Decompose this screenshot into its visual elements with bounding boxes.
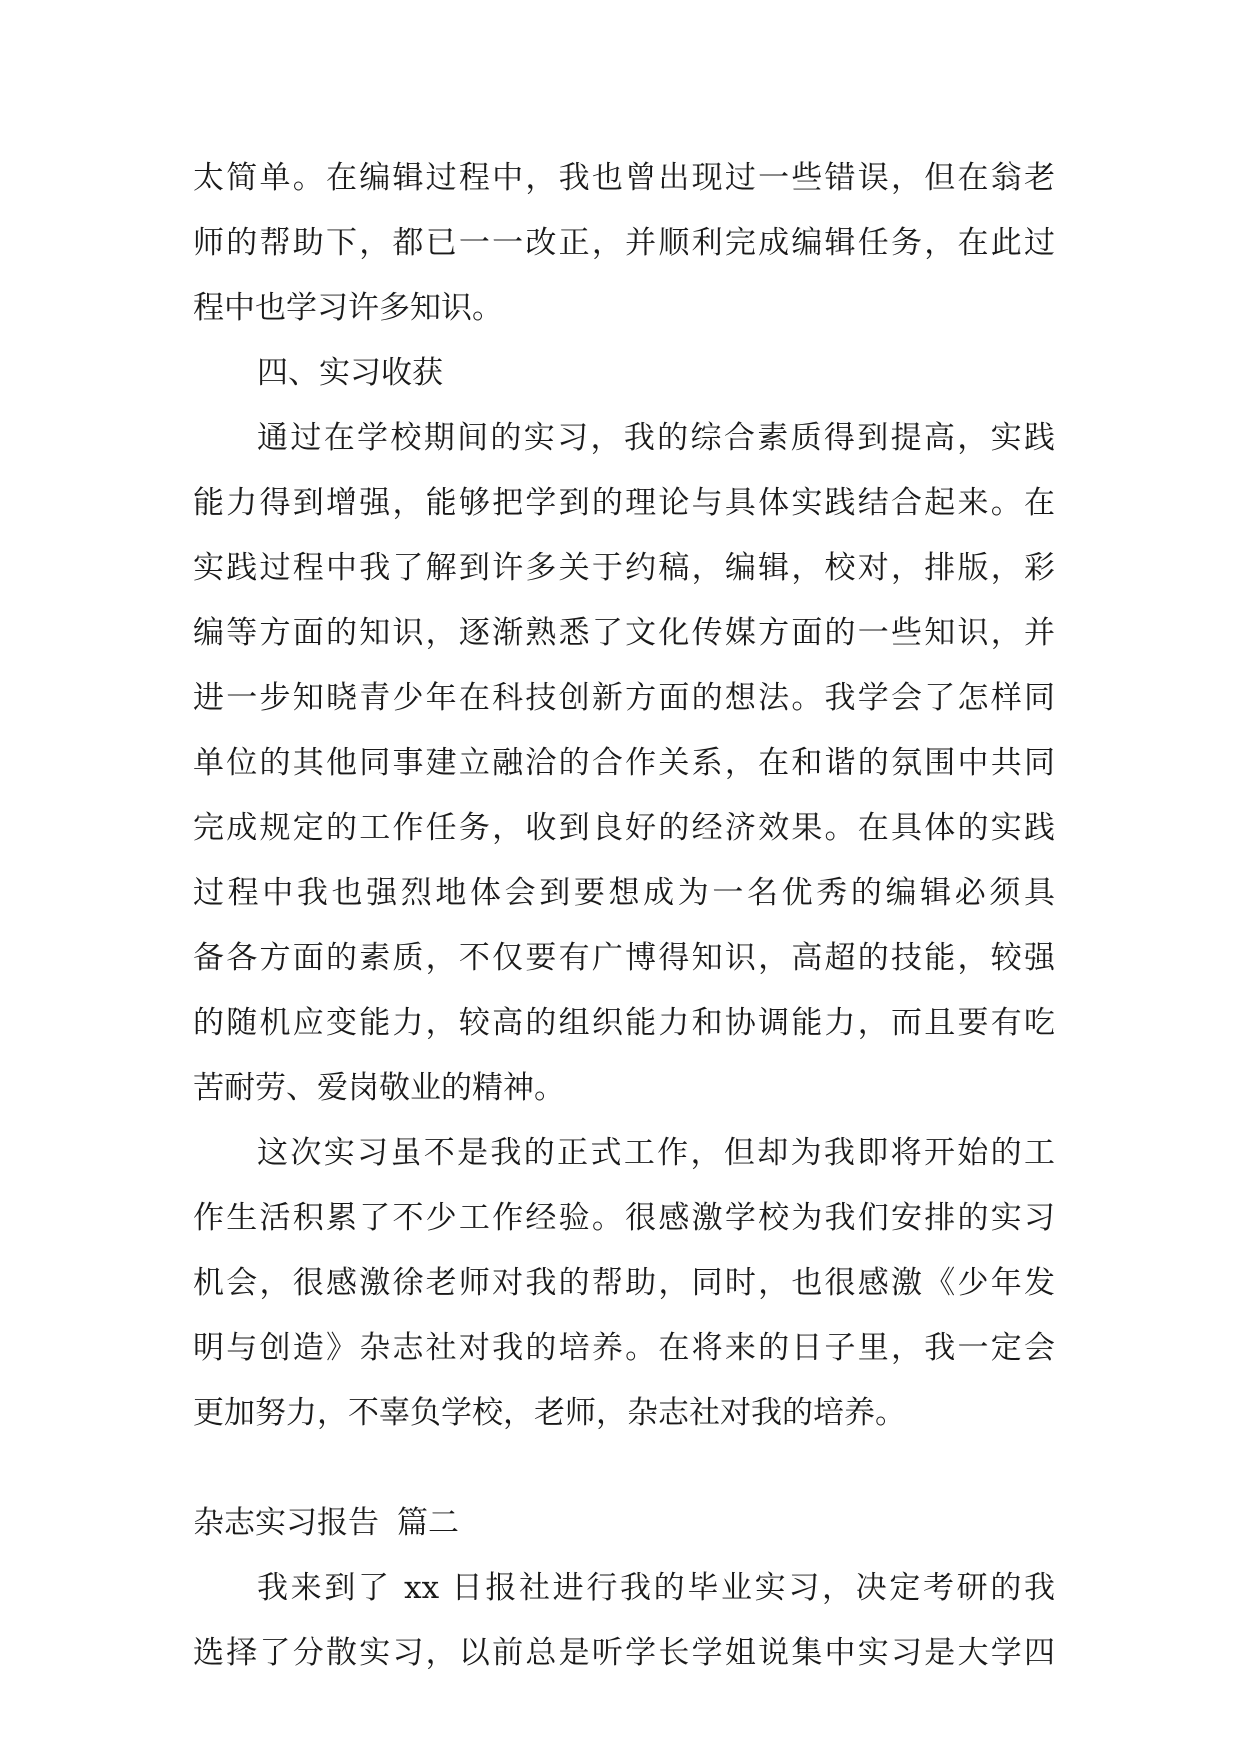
text-line: 编等方面的知识，逐渐熟悉了文化传媒方面的一些知识，并 (193, 615, 1055, 651)
text-line: 师的帮助下，都已一一改正，并顺利完成编辑任务，在此过 (193, 225, 1055, 261)
text-line: 作生活积累了不少工作经验。很感激学校为我们安排的实习 (193, 1200, 1055, 1236)
text-line: 能力得到增强，能够把学到的理论与具体实践结合起来。在 (193, 485, 1055, 521)
paragraph-part-two-intro (193, 1568, 1055, 1673)
section-heading-internship-gains: 四、实习收获 (257, 355, 443, 391)
text-line: 明与创造》杂志社对我的培养。在将来的日子里，我一定会 (193, 1330, 1055, 1366)
paragraph-internship-gains (193, 418, 1055, 1108)
text-line: 苦耐劳、爱岗敬业的精神。 (193, 1070, 565, 1106)
text-line: 完成规定的工作任务，收到良好的经济效果。在具体的实践 (193, 810, 1055, 846)
section-title-part-two (193, 1503, 1055, 1543)
section-part-label: 篇二 (397, 1505, 459, 1541)
section-title-text: 杂志实习报告 (193, 1505, 379, 1541)
document-page (193, 158, 1055, 1698)
text-line: 机会，很感激徐老师对我的帮助，同时，也很感激《少年发 (193, 1265, 1055, 1301)
text-line: 这次实习虽不是我的正式工作，但却为我即将开始的工 (257, 1135, 1055, 1171)
text-line: 我来到了 xx 日报社进行我的毕业实习，决定考研的我 (257, 1570, 1055, 1606)
text-line: 选择了分散实习，以前总是听学长学姐说集中实习是大学四 (193, 1635, 1055, 1671)
text-line: 太简单。在编辑过程中，我也曾出现过一些错误，但在翁老 (193, 160, 1055, 196)
text-line: 通过在学校期间的实习，我的综合素质得到提高，实践 (257, 420, 1055, 456)
text-line: 进一步知晓青少年在科技创新方面的想法。我学会了怎样同 (193, 680, 1055, 716)
text-line: 的随机应变能力，较高的组织能力和协调能力，而且要有吃 (193, 1005, 1055, 1041)
text-line: 更加努力，不辜负学校，老师，杂志社对我的培养。 (193, 1395, 906, 1431)
paragraph-thanks (193, 1133, 1055, 1433)
text-line: 单位的其他同事建立融洽的合作关系，在和谐的氛围中共同 (193, 745, 1055, 781)
text-line: 实践过程中我了解到许多关于约稿，编辑，校对，排版，彩 (193, 550, 1055, 586)
text-line: 过程中我也强烈地体会到要想成为一名优秀的编辑必须具 (193, 875, 1055, 911)
text-line: 程中也学习许多知识。 (193, 290, 503, 326)
paragraph-editing-conclusion (193, 158, 1055, 328)
text-line: 备各方面的素质，不仅要有广博得知识，高超的技能，较强 (193, 940, 1055, 976)
